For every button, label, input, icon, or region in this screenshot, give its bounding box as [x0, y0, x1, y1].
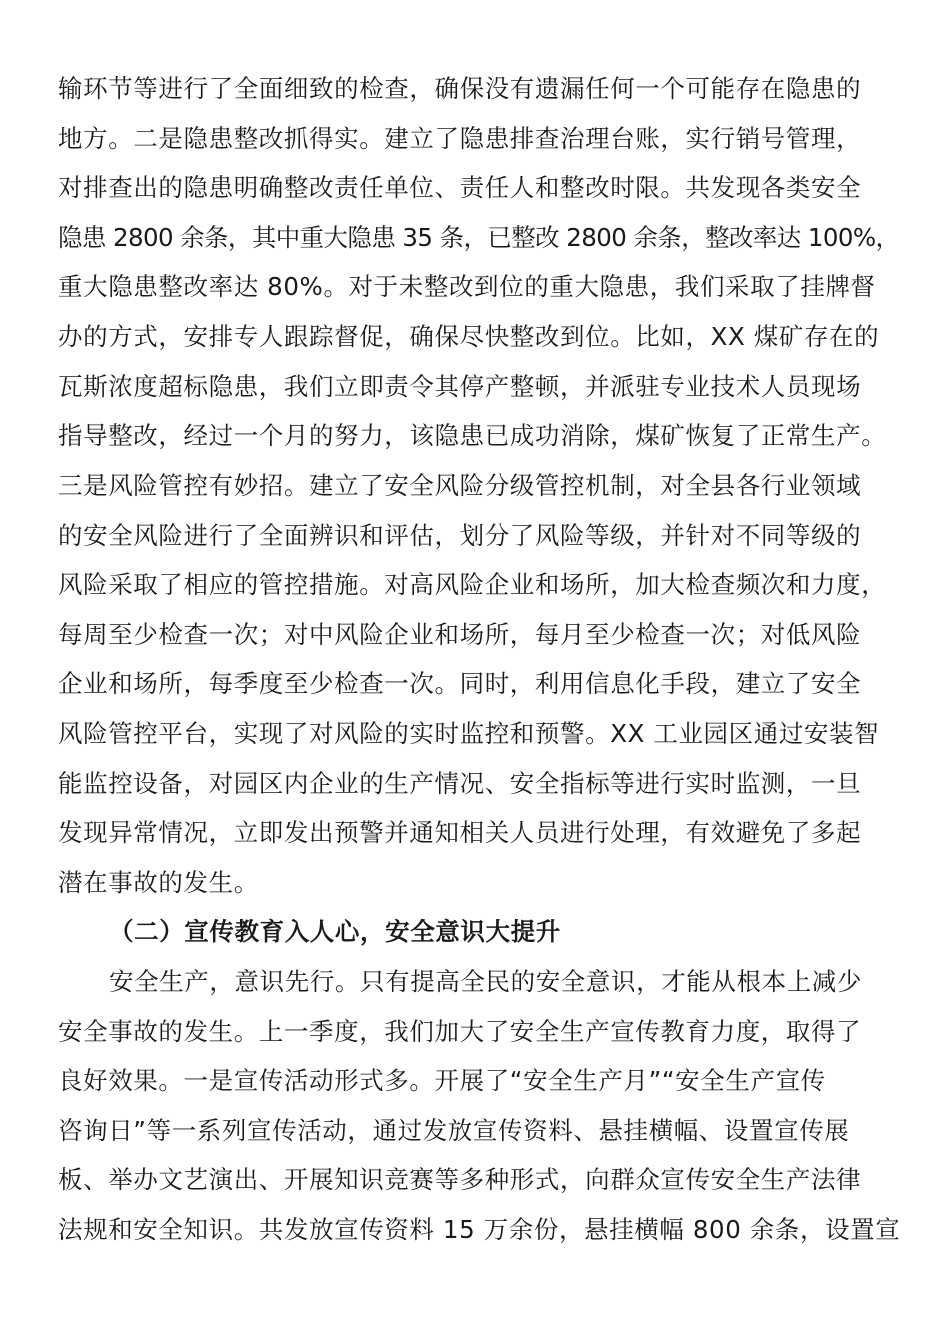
- text-line: 企业和场所，每季度至少检查一次。同时，利用信息化手段，建立了安全: [58, 669, 862, 698]
- text-line: 每周至少检查一次；对中风险企业和场所，每月至少检查一次；对低风险: [58, 620, 862, 649]
- section-heading: （二）宣传教育入人心，安全意识大提升: [109, 917, 561, 946]
- text-line: 的安全风险进行了全面辨识和评估，划分了风险等级，并针对不同等级的: [58, 521, 862, 550]
- text-line: 重大隐患整改率达 80%。对于未整改到位的重大隐患，我们采取了挂牌督: [58, 272, 876, 301]
- text-line: 安全事故的发生。上一季度，我们加大了安全生产宣传教育力度，取得了: [58, 1017, 862, 1046]
- text-line: 安全生产，意识先行。只有提高全民的安全意识，才能从根本上减少: [109, 967, 862, 996]
- text-line: 三是风险管控有妙招。建立了安全风险分级管控机制，对全县各行业领域: [58, 471, 862, 500]
- text-line: 对排查出的隐患明确整改责任单位、责任人和整改时限。共发现各类安全: [58, 173, 862, 202]
- text-line: 办的方式，安排专人跟踪督促，确保尽快整改到位。比如，XX 煤矿存在的: [58, 322, 880, 351]
- text-line: 潜在事故的发生。: [58, 868, 259, 897]
- text-line: 能监控设备，对园区内企业的生产情况、安全指标等进行实时监测，一旦: [58, 769, 862, 798]
- text-line: 瓦斯浓度超标隐患，我们立即责令其停产整顿，并派驻专业技术人员现场: [58, 372, 862, 401]
- text-line: 输环节等进行了全面细致的检查，确保没有遗漏任何一个可能存在隐患的: [58, 74, 862, 103]
- text-line: 地方。二是隐患整改抓得实。建立了隐患排查治理台账，实行销号管理，: [58, 124, 862, 153]
- text-line: 指导整改，经过一个月的努力，该隐患已成功消除，煤矿恢复了正常生产。: [58, 421, 887, 450]
- text-line: 风险管控平台，实现了对风险的实时监控和预警。XX 工业园区通过安装智: [58, 719, 880, 748]
- text-line: 良好效果。一是宣传活动形式多。开展了“安全生产月”“安全生产宣传: [58, 1066, 826, 1095]
- text-line: 风险采取了相应的管控措施。对高风险企业和场所，加大检查频次和力度，: [58, 570, 887, 599]
- text-line: 发现异常情况，立即发出预警并通知相关人员进行处理，有效避免了多起: [58, 818, 862, 847]
- text-line: 板、举办文艺演出、开展知识竞赛等多种形式，向群众宣传安全生产法律: [58, 1165, 862, 1194]
- text-line: 咨询日”等一系列宣传活动，通过发放宣传资料、悬挂横幅、设置宣传展: [58, 1116, 850, 1145]
- text-line: 法规和安全知识。共发放宣传资料 15 万余份，悬挂横幅 800 余条，设置宣: [58, 1215, 901, 1244]
- text-line: 隐患 2800 余条，其中重大隐患 35 条，已整改 2800 余条，整改率达 100%，: [58, 223, 900, 252]
